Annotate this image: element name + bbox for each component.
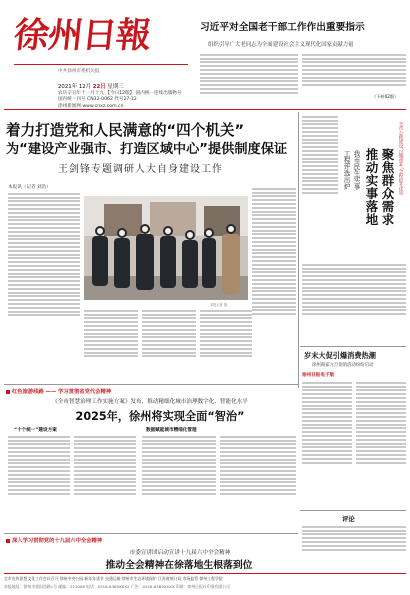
second-text-col-1 xyxy=(8,434,70,530)
main-text-col-3 xyxy=(142,308,196,380)
right-label: 徐州日报电子版 xyxy=(302,373,335,378)
index-rule xyxy=(4,573,406,574)
right-subhead: 徐州商家元旦促销活动纷纷启动 xyxy=(312,363,374,368)
right-text-col-2 xyxy=(356,380,406,508)
section-square-icon xyxy=(6,539,10,543)
section-bar-1-right: 学习贯彻省党代会精神 xyxy=(58,389,112,395)
right-divider xyxy=(300,346,406,347)
right-text-col-1 xyxy=(302,380,352,508)
footer-kicker: 市委宣讲团启动宣讲十九届六中全会精神 xyxy=(129,550,231,556)
pub-date: 2021年 12月 22日 星期三 xyxy=(58,84,124,90)
publisher: 中共徐州市委机关报 xyxy=(58,69,100,74)
masthead-char-2: 州 xyxy=(45,15,85,56)
section-bar-1-rule xyxy=(4,384,298,385)
lead-text-col-2 xyxy=(302,52,406,92)
second-text-col-3 xyxy=(142,434,216,530)
main-headline-2: 为“建设产业强市、打造区域中心”提供制度保证 xyxy=(6,142,288,157)
lead-text-col-1 xyxy=(200,52,298,104)
pub-info xyxy=(58,84,198,110)
main-headline-1: 着力打造党和人民满意的“四个机关” xyxy=(6,122,245,139)
section-square-icon xyxy=(6,390,10,394)
second-sub-a: “十个统一”建设方案 xyxy=(14,428,57,433)
photo-credit: 本报记者 摄 xyxy=(210,303,227,307)
second-text-col-2 xyxy=(74,434,136,530)
section-bar-2-label: 深入学习贯彻党的十九届六中全会精神 xyxy=(12,538,103,544)
section-bar-2-rule xyxy=(4,533,298,534)
side-title-col-1: 聚焦群众需求 xyxy=(380,148,395,226)
section-bar-2 xyxy=(6,536,102,544)
lead-jump: （下转02版） xyxy=(372,94,399,99)
masthead-char-1: 徐 xyxy=(11,15,51,56)
masthead-rule xyxy=(14,64,188,65)
side-sub-col-2: 工程评选出炉 xyxy=(342,150,350,190)
comment-divider xyxy=(300,510,406,511)
side-sub-col-1: 我市民生实事 xyxy=(352,150,360,190)
side-kicker: 全市公路建设“以城带乡”全程提升优质 xyxy=(398,122,403,196)
main-subhead: 王剑锋专题调研人大自身建设工作 xyxy=(58,164,223,175)
second-headline: 2025年，徐州将实现全面“智治” xyxy=(75,410,245,423)
index-line-1: 全市宣传思想文化工作会议召开 徐州中央公园 新年年货节 交通运输 徐州市生态环境保护 江苏省统计局 市场监管 徐州工程学院 xyxy=(4,576,223,581)
col-divider xyxy=(298,112,299,388)
comment-text xyxy=(302,524,406,564)
side-text-top xyxy=(302,114,338,234)
main-photo-illustration xyxy=(84,196,248,300)
lunar-line: 农历辛丑年十一月十九 【今日12版】 国内统一连续出版物号 xyxy=(58,90,182,96)
url-line: 徐州新闻网 www.cnxz.com.cn xyxy=(58,103,124,109)
index-line-2: 本报地址：徐州市建国西路1号 邮编：221006 电话：0516-8369XXXX 广告：0516-8369XXXX 印刷：徐州日报社印务有限公司 xyxy=(4,584,231,589)
footer-title: 推动全会精神在徐落地生根落到位 xyxy=(105,560,253,571)
section-bar-1-left: 红色旅游线路 xyxy=(12,389,44,395)
main-text-col-2 xyxy=(84,308,138,380)
issn-line: 国内统一刊号 CN32-0062 代号27-12 xyxy=(58,97,137,102)
side-text-bottom xyxy=(302,262,406,342)
main-photo xyxy=(84,196,248,300)
masthead-char-4: 報 xyxy=(113,15,153,56)
second-kicker: 《全市智慧治理工作实施方案》发布，推动精细化城市治理数字化、智能化水平 xyxy=(52,399,248,405)
second-sub-b: 数据赋能城市精细化管理 xyxy=(146,428,197,433)
comment-label: 评论 xyxy=(342,515,355,523)
lead-headline: 习近平对全国老干部工作作出重要指示 xyxy=(200,22,365,33)
pub-day: 22日 xyxy=(92,84,106,90)
main-text-col-1 xyxy=(8,191,80,379)
masthead-logo xyxy=(11,14,184,60)
main-text-col-5 xyxy=(252,186,296,380)
masthead-char-3: 日 xyxy=(79,15,119,56)
side-title-col-2: 推动实事落地 xyxy=(364,148,379,226)
right-headline: 岁末大促引爆消费热潮 xyxy=(304,351,376,360)
main-byline: 本报讯（记者 刘浩） xyxy=(8,185,51,190)
lead-subtitle: 组织引导广大老同志为全面建设社会主义现代化国家贡献力量 xyxy=(208,42,354,48)
second-text-col-4 xyxy=(220,434,296,530)
section-bar-1: 红色旅游线路 —— 学习贯彻省党代会精神 xyxy=(6,387,111,395)
top-divider xyxy=(4,109,406,110)
main-text-col-4 xyxy=(200,308,252,380)
